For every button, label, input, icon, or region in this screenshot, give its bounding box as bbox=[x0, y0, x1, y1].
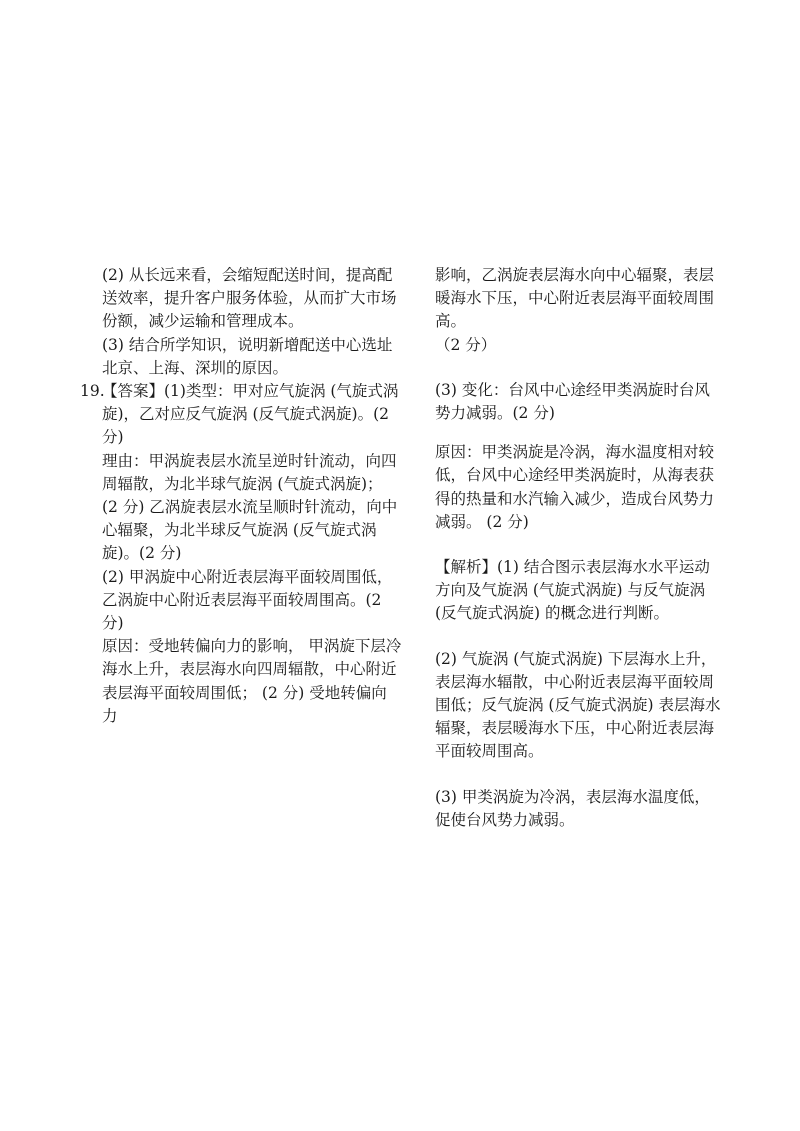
left-column bbox=[80, 264, 402, 728]
q19-cause-2-continued: 影响，乙涡旋表层海水向中心辐聚，表层暖海水下压，中心附近表层海平面较周围高。 bbox=[435, 266, 715, 331]
question-19-number: 19. bbox=[80, 382, 105, 401]
q19-cause-2-score: （2 分） bbox=[435, 335, 497, 354]
q19-answer-3: (3) 变化：台风中心途经甲类涡旋时台风势力减弱。(2 分) bbox=[435, 380, 710, 423]
q19-answer-2: (2) 甲涡旋中心附近表层海平面较周围低，乙涡旋中心附近表层海平面较周围高。(2 分) bbox=[102, 567, 393, 633]
item-3-question: (3) 结合所学知识，说明新增配送中心选址北京、上海、深圳的原因。 bbox=[102, 335, 393, 377]
analysis-3: (3) 甲类涡旋为冷涡，表层海水温度低，促使台风势力减弱。 bbox=[435, 787, 710, 829]
analysis-1: 【解析】(1) 结合图示表层海水水平运动方向及气旋涡 (气旋式涡旋) 与反气旋涡 (反气旋式涡旋) 的概念进行判断。 bbox=[435, 558, 710, 623]
q19-reason-1b: (2 分) 乙涡旋表层水流呈顺时针流动，向中心辐聚，为北半球反气旋涡 (反气旋式涡旋)。(2 分) bbox=[102, 498, 398, 563]
analysis-2: (2) 气旋涡 (气旋式涡旋) 下层海水上升，表层海水辐散，中心附近表层海平面较周围低；反气旋涡 (反气旋式涡旋) 表层海水辐聚，表层暖海水下压，中心附近表层海平面较周围高。 bbox=[435, 649, 721, 761]
q19-cause-2: 原因：受地转偏向力的影响， 甲涡旋下层冷海水上升，表层海水向四周辐散，中心附近表层海平面较周围低； (2 分) 受地转偏向力 bbox=[102, 637, 402, 725]
right-column bbox=[435, 264, 725, 832]
question-19 bbox=[80, 380, 402, 728]
q19-answer-1: 【答案】(1)类型：甲对应气旋涡 (气旋式涡旋)，乙对应反气旋涡 (反气旋式涡旋)。(2 分) bbox=[102, 382, 399, 447]
q19-cause-3: 原因：甲类涡旋是冷涡，海水温度相对较低，台风中心途经甲类涡旋时，从海表获得的热量和水汽输入减少，造成台风势力减弱。 (2 分) bbox=[435, 443, 715, 531]
q19-reason-1: 理由：甲涡旋表层水流呈逆时针流动，向四周辐散，为北半球气旋涡 (气旋式涡旋)； bbox=[102, 451, 397, 493]
item-2-answer: (2) 从长远来看，会缩短配送时间，提高配送效率，提升客户服务体验，从而扩大市场份额，减少运输和管理成本。 bbox=[102, 266, 397, 331]
